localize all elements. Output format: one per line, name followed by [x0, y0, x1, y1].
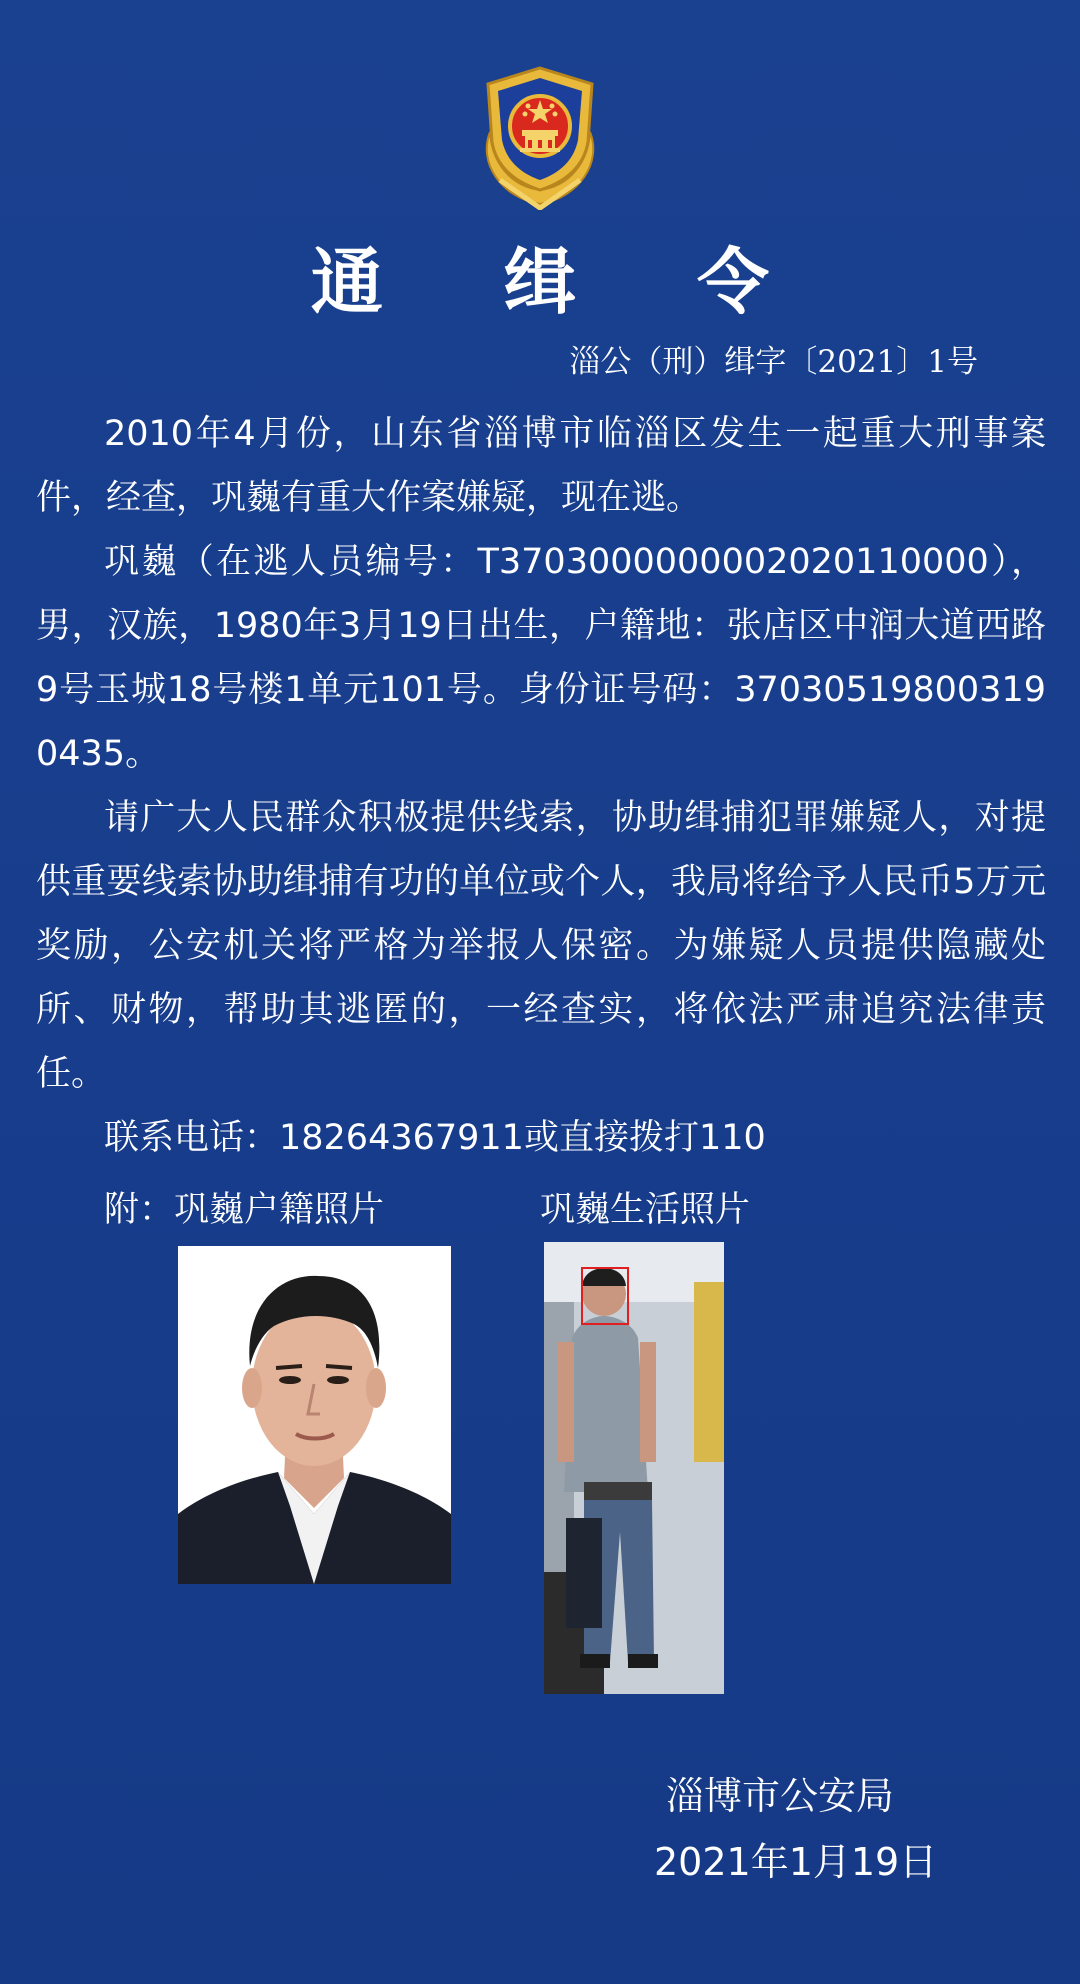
contact-phone: 联系电话：18264367911或直接拨打110 [104, 1118, 766, 1158]
document-number: 淄公（刑）缉字〔2021〕1号 [569, 344, 978, 380]
issue-date: 2021年1月19日 [654, 1840, 938, 1884]
notice-body [36, 402, 1046, 1170]
attachment-label-life-photo: 巩巍生活照片 [540, 1190, 751, 1230]
life-photo [544, 1242, 724, 1694]
police-emblem-icon [470, 62, 610, 210]
registration-photo [178, 1246, 451, 1584]
issuer-name: 淄博市公安局 [666, 1774, 895, 1818]
attachment-label-registration-photo: 附：巩巍户籍照片 [104, 1190, 385, 1230]
notice-title: 通 缉 令 [310, 239, 818, 324]
paragraph-reward: 请广大人民群众积极提供线索，协助缉捕犯罪嫌疑人，对提供重要线索协助缉捕有功的单位或个人，我局将给予人民币5万元奖励，公安机关将严格为举报人保密。为嫌疑人员提供隐藏处所、财物，帮助其逃匿的，一经查实，将依法严肃追究法律责任。 [36, 798, 1046, 1094]
paragraph-suspect: 巩巍（在逃人员编号：T3703000000002020110000），男，汉族，1980年3月19日出生，户籍地：张店区中润大道西路9号玉城18号楼1单元101号。身份证号码：370305198003190435。 [36, 542, 1046, 774]
paragraph-case: 2010年4月份，山东省淄博市临淄区发生一起重大刑事案件，经查，巩巍有重大作案嫌疑，现在逃。 [36, 414, 1046, 518]
